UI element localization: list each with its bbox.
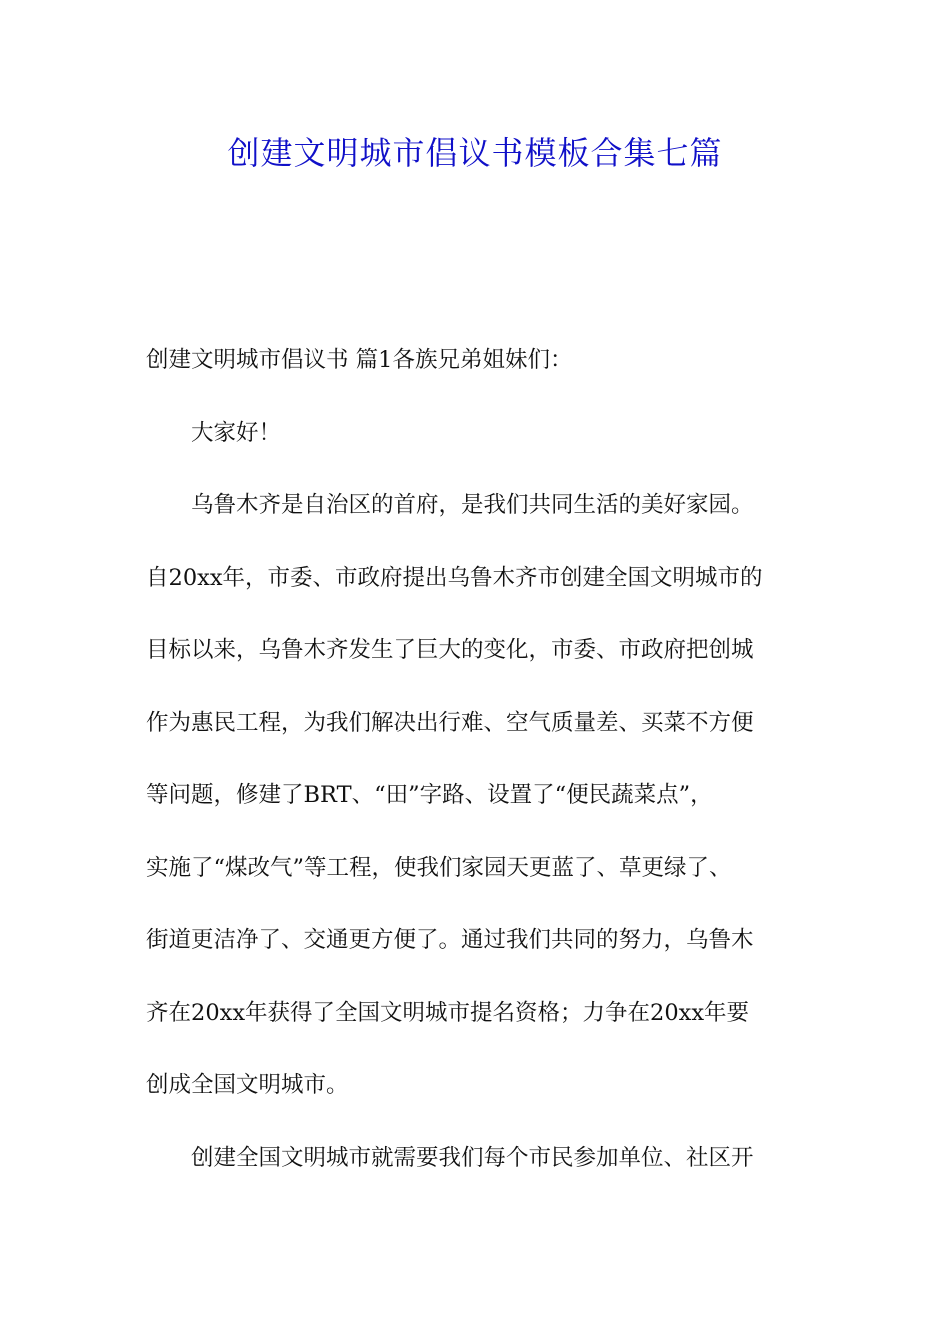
document-title: 创建文明城市倡议书模板合集七篇 bbox=[227, 134, 723, 172]
body-line: 创成全国文明城市。 bbox=[146, 1072, 349, 1098]
body-line: 街道更洁净了、交通更方便了。通过我们共同的努力，乌鲁木 bbox=[146, 927, 754, 953]
greeting-line: 大家好！ bbox=[191, 419, 282, 446]
body-line: 作为惠民工程，为我们解决出行难、空气质量差、买菜不方便 bbox=[146, 709, 754, 736]
salutation-line: 创建文明城市倡议书 篇1各族兄弟姐妹们： bbox=[146, 347, 573, 373]
body-line: 实施了“煤改气”等工程，使我们家园天更蓝了、草更绿了、 bbox=[146, 854, 732, 881]
body-line: 目标以来，乌鲁木齐发生了巨大的变化，市委、市政府把创城 bbox=[146, 637, 754, 663]
body-line: 创建全国文明城市就需要我们每个市民参加单位、社区开 bbox=[191, 1144, 754, 1171]
body-line: 自20xx年，市委、市政府提出乌鲁木齐市创建全国文明城市的 bbox=[146, 564, 763, 591]
document-body bbox=[146, 335, 808, 1205]
body-line: 乌鲁木齐是自治区的首府，是我们共同生活的美好家园。 bbox=[191, 492, 754, 518]
body-line: 等问题，修建了BRT、“田”字路、设置了“便民蔬菜点”， bbox=[146, 782, 713, 808]
body-line: 齐在20xx年获得了全国文明城市提名资格；力争在20xx年要 bbox=[146, 999, 750, 1026]
